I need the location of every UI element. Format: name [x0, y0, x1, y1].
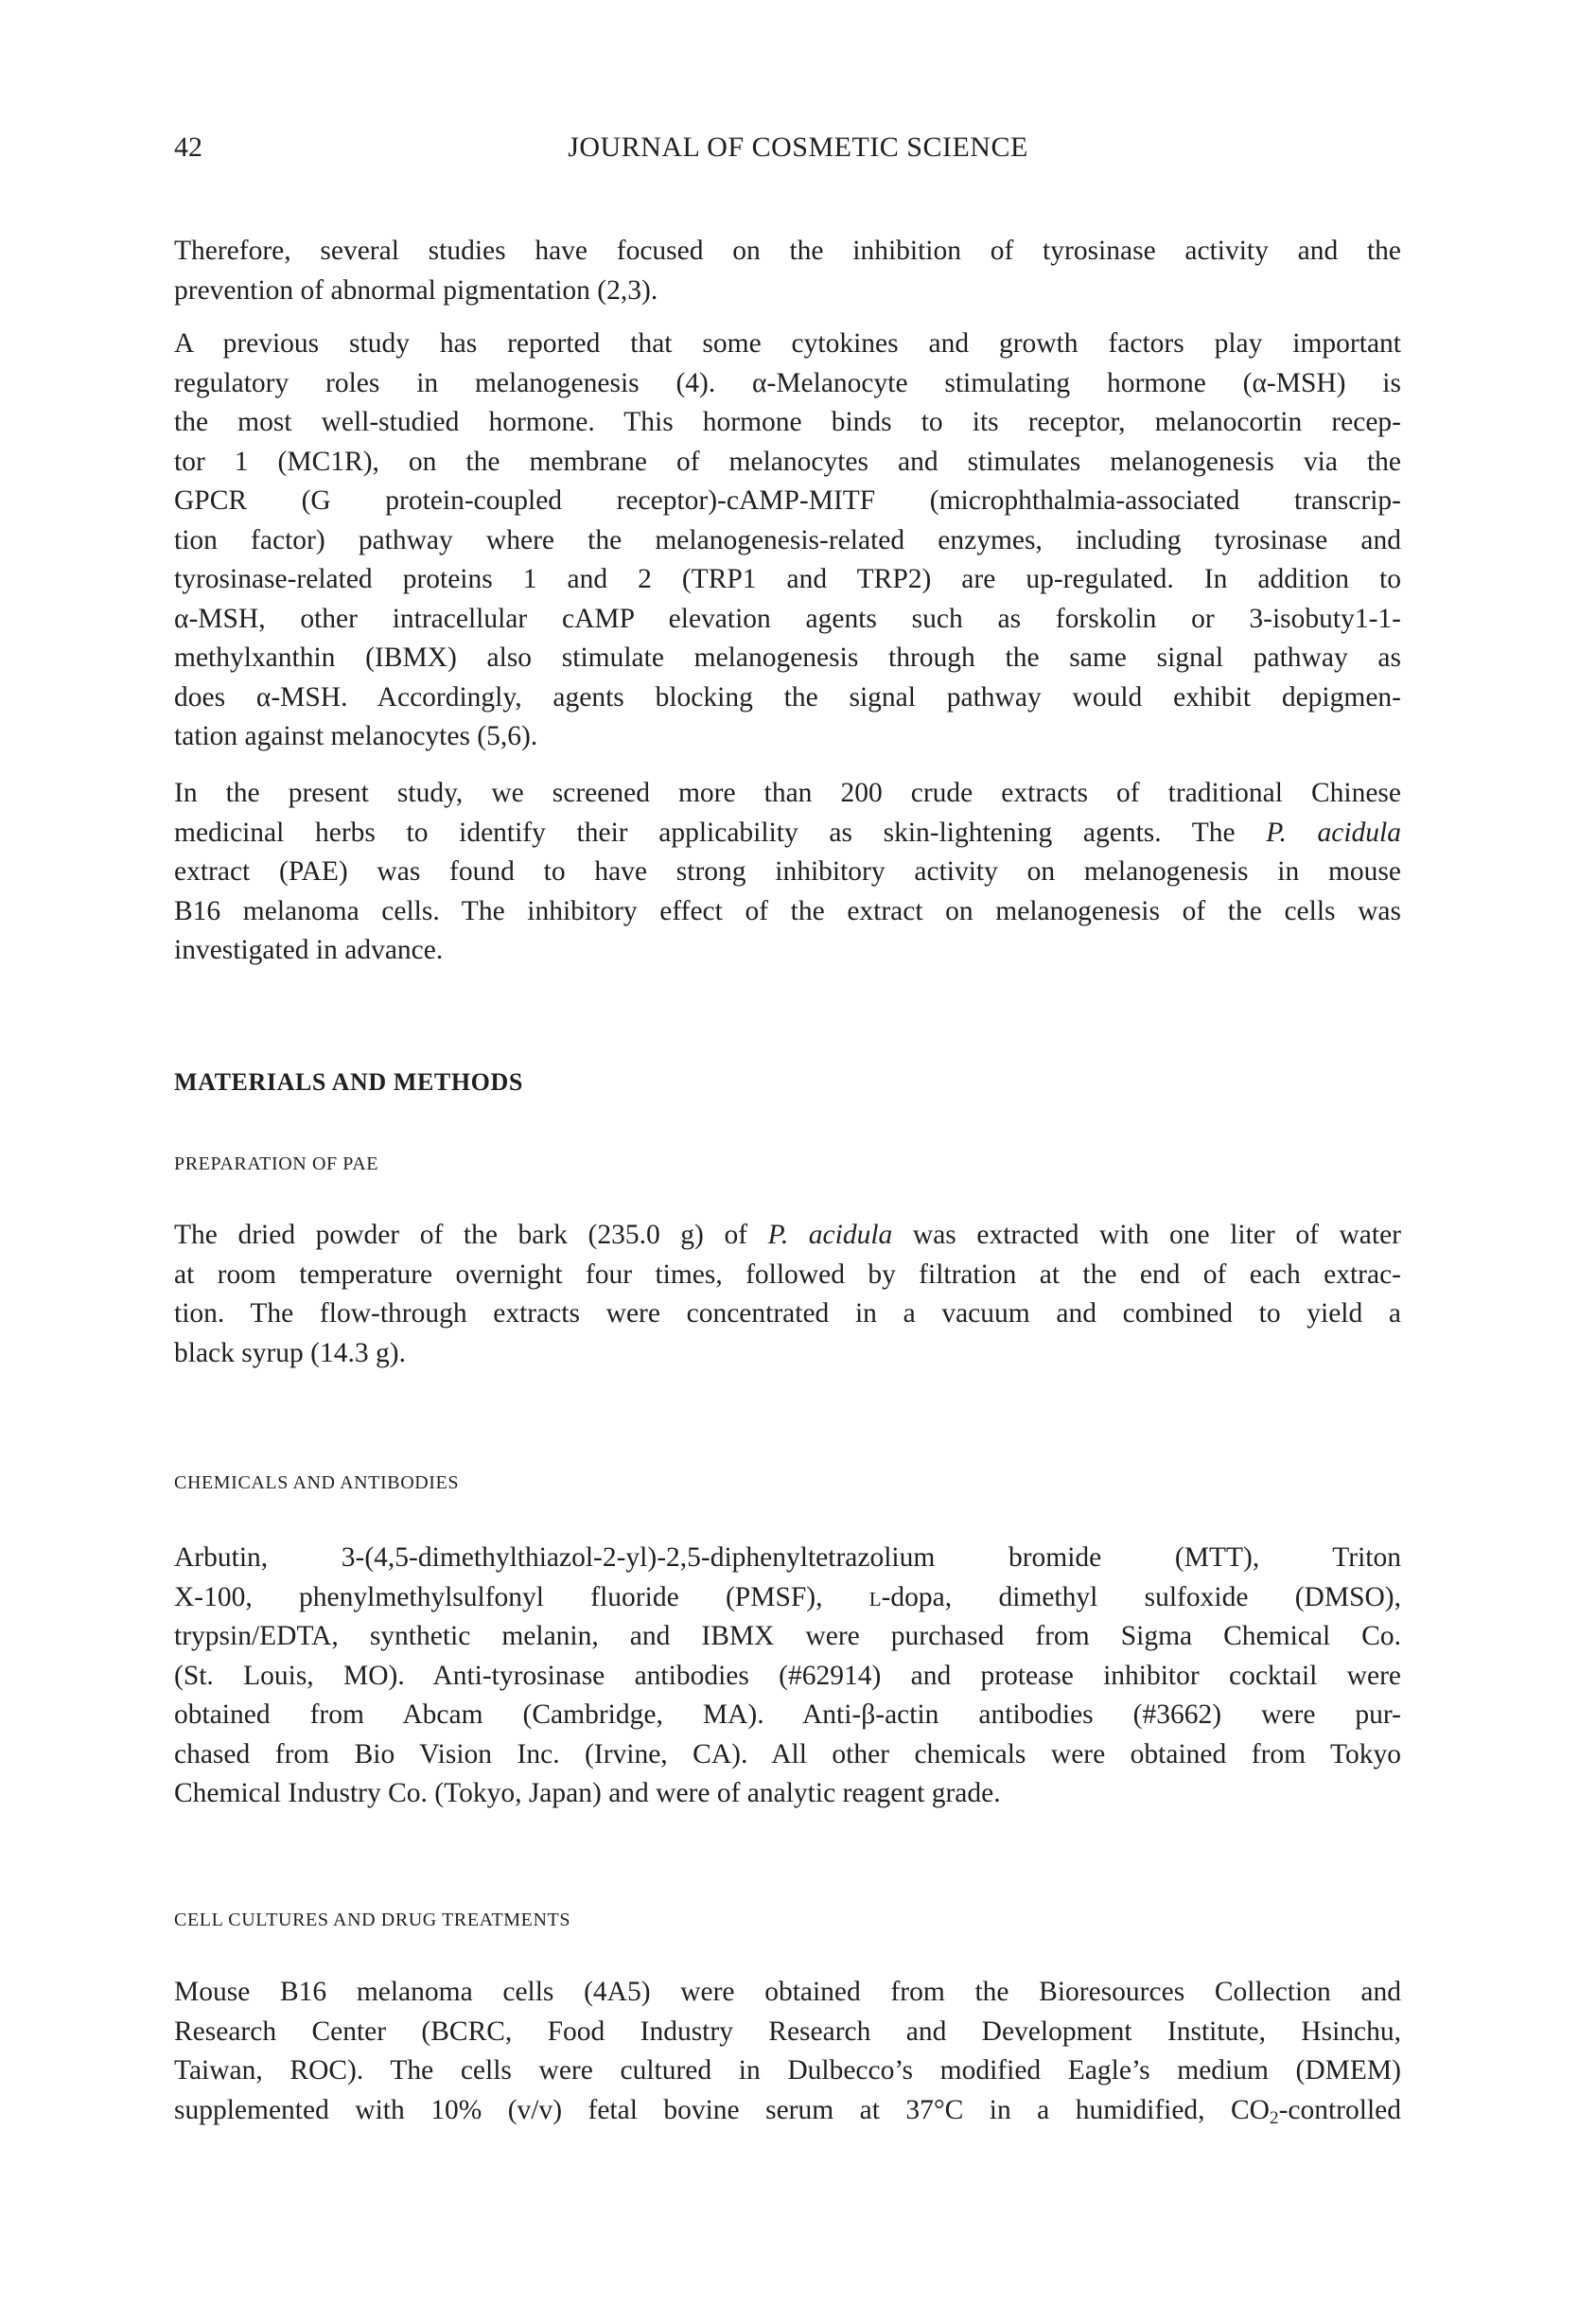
text-segment: medicinal herbs to identify their applicability as skin-lightening agents. The — [174, 817, 1267, 848]
subheading-chemicals: CHEMICALS AND ANTIBODIES — [174, 1472, 460, 1493]
text-line: α-MSH, other intracellular cAMP elevation agents such as forskolin or 3-isobuty1-1- — [174, 603, 1401, 634]
text-line: methylxanthin (IBMX) also stimulate melanogenesis through the same signal pathway as — [174, 643, 1401, 673]
text-line: obtained from Abcam (Cambridge, MA). Anti-β-actin antibodies (#3662) were pur- — [174, 1699, 1401, 1730]
paragraph-intro-1 — [174, 232, 1401, 310]
text-line: black syrup (14.3 g). — [174, 1337, 406, 1368]
text-segment: -dopa, dimethyl sulfoxide (DMSO), — [881, 1581, 1401, 1612]
paragraph-cell-cultures — [174, 1973, 1401, 2130]
text-line: GPCR (G protein-coupled receptor)-cAMP-MITF (microphthalmia-associated transcrip- — [174, 485, 1401, 516]
small-caps-text: l — [868, 1581, 882, 1612]
text-line: Chemical Industry Co. (Tokyo, Japan) and were of analytic reagent grade. — [174, 1778, 1001, 1808]
text-line: (St. Louis, MO). Anti-tyrosinase antibodies (#62914) and protease inhibitor cocktail were — [174, 1660, 1401, 1691]
running-header: JOURNAL OF COSMETIC SCIENCE — [568, 132, 1028, 163]
text-segment: supplemented with 10% (v/v) fetal bovine serum at 37°C in a humidified, CO — [174, 2094, 1270, 2125]
text-line: chased from Bio Vision Inc. (Irvine, CA). All other chemicals were obtained from Tokyo — [174, 1738, 1401, 1769]
text-line: Research Center (BCRC, Food Industry Research and Development Institute, Hsinchu, — [174, 2016, 1401, 2047]
text-line: prevention of abnormal pigmentation (2,3). — [174, 274, 658, 306]
text-line: Arbutin, 3-(4,5-dimethylthiazol-2-yl)-2,5-diphenyltetrazolium bromide (MTT), Triton — [174, 1542, 1401, 1573]
text-line: regulatory roles in melanogenesis (4). α-Melanocyte stimulating hormone (α-MSH) is — [174, 367, 1401, 398]
italic-species-name: P. acidula — [1266, 817, 1401, 848]
text-line: tion factor) pathway where the melanogenesis-related enzymes, including tyrosinase and — [174, 524, 1401, 555]
text-line: In the present study, we screened more than 200 crude extracts of traditional Chinese — [174, 778, 1401, 808]
paragraph-preparation — [174, 1216, 1401, 1373]
text-line: tation against melanocytes (5,6). — [174, 721, 538, 751]
text-line: does α-MSH. Accordingly, agents blocking the signal pathway would exhibit depigmen- — [174, 681, 1401, 713]
text-line: at room temperature overnight four times, followed by filtration at the end of each extrac- — [174, 1259, 1401, 1290]
page-number: 42 — [174, 132, 202, 163]
text-line — [174, 1216, 1401, 1256]
text-line — [174, 2091, 1401, 2131]
text-line: B16 melanoma cells. The inhibitory effect of the extract on melanogenesis of the cells was — [174, 895, 1401, 926]
text-line: Taiwan, ROC). The cells were cultured in Dulbecco’s modified Eagle’s medium (DMEM) — [174, 2055, 1401, 2086]
text-line: A previous study has reported that some cytokines and growth factors play important — [174, 328, 1401, 359]
section-heading-materials-methods: MATERIALS AND METHODS — [174, 1068, 523, 1096]
text-line: trypsin/EDTA, synthetic melanin, and IBMX were purchased from Sigma Chemical Co. — [174, 1621, 1401, 1651]
subscript: 2 — [1269, 2107, 1279, 2128]
text-line: tyrosinase-related proteins 1 and 2 (TRP1 and TRP2) are up-regulated. In addition to — [174, 564, 1401, 594]
text-line — [174, 1578, 1401, 1618]
text-line: Therefore, several studies have focused on the inhibition of tyrosinase activity and the — [174, 236, 1401, 266]
text-line: extract (PAE) was found to have strong inhibitory activity on melanogenesis in mouse — [174, 856, 1401, 887]
paragraph-intro-3 — [174, 774, 1401, 971]
paragraph-intro-2 — [174, 325, 1401, 757]
text-segment: X-100, phenylmethylsulfonyl fluoride (PMSF), — [174, 1581, 869, 1612]
text-line: the most well-studied hormone. This hormone binds to its receptor, melanocortin recep- — [174, 407, 1401, 437]
text-segment: -controlled — [1278, 2094, 1401, 2125]
text-segment: was extracted with one liter of water — [892, 1220, 1402, 1250]
text-segment: The dried powder of the bark (235.0 g) of — [174, 1220, 768, 1250]
text-line: tion. The flow-through extracts were concentrated in a vacuum and combined to yield a — [174, 1298, 1401, 1329]
text-line: investigated in advance. — [174, 935, 444, 965]
text-line: Mouse B16 melanoma cells (4A5) were obtained from the Bioresources Collection and — [174, 1977, 1401, 2007]
subheading-preparation: PREPARATION OF PAE — [174, 1153, 379, 1174]
subheading-cell-cultures: CELL CULTURES AND DRUG TREATMENTS — [174, 1910, 571, 1930]
italic-species-name: P. acidula — [767, 1220, 893, 1250]
text-line — [174, 814, 1401, 854]
text-line: tor 1 (MC1R), on the membrane of melanocytes and stimulates melanogenesis via the — [174, 446, 1401, 477]
paragraph-chemicals — [174, 1539, 1401, 1814]
